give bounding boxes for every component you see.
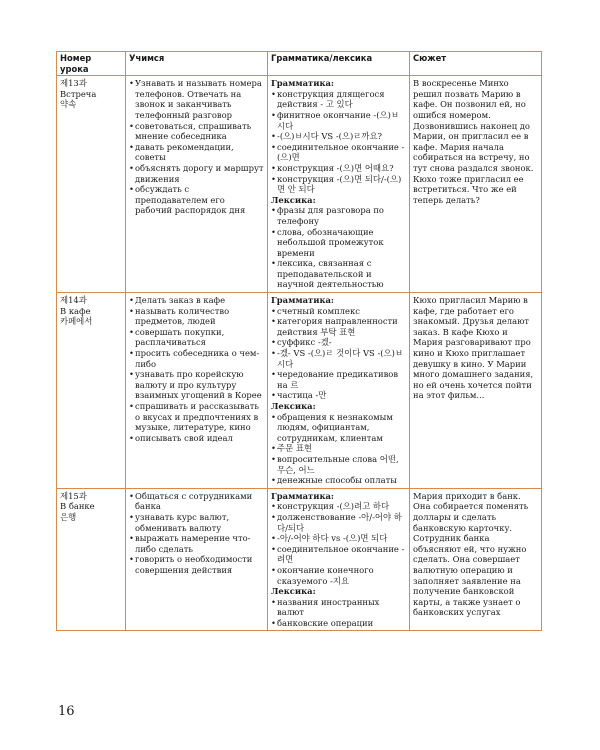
lesson-row [57, 488, 542, 631]
grammar-list-item: • конструкция -(으)면 어때요? [271, 163, 406, 174]
lexis-list [271, 205, 406, 290]
header-lesson-number: Номер урока [57, 52, 126, 76]
learn-list-item: • называть количество предметов, людей [129, 306, 264, 327]
learn-cell [126, 293, 268, 489]
lexis-list-item: • лексика, связанная с преподавательской и научной деятельностью [271, 258, 406, 290]
grammar-lexis-cell [268, 76, 410, 293]
page-number: 16 [58, 704, 75, 719]
lesson-title: Встреча [60, 88, 97, 99]
lexis-list-item: • 주문 표현 [271, 443, 406, 454]
grammar-list-item: • -(으)ㅂ시다 VS -(으)ㄹ까요? [271, 131, 406, 142]
learn-list-item: • выражать намерение что-либо сделать [129, 533, 264, 554]
learn-list-item: • говорить о необходимости совершения действия [129, 554, 264, 575]
learn-cell [126, 76, 268, 293]
lesson-row [57, 76, 542, 293]
lexis-heading: Лексика: [271, 586, 316, 597]
grammar-list-item: • соединительное окончание -(으)면 [271, 142, 406, 163]
grammar-list-item: • соединительное окончание -려면 [271, 544, 406, 565]
lesson-number: 제15과 [60, 490, 87, 501]
learn-list [129, 295, 264, 443]
lesson-title-korean: 은행 [60, 511, 77, 522]
lexis-list-item: • фразы для разговора по телефону [271, 205, 406, 226]
lesson-table [56, 51, 542, 631]
header-plot: Сюжет [410, 52, 542, 76]
learn-list-item: • узнавать курс валют, обменивать валюту [129, 512, 264, 533]
lexis-heading: Лексика: [271, 401, 316, 411]
learn-list-item: • Общаться с сотрудниками банка [129, 491, 264, 512]
lexis-list [271, 597, 406, 629]
grammar-list-item: • долженствование -아/-어야 하다/되다 [271, 512, 406, 533]
grammar-list-item: • -아/-어야 하다 vs -(으)면 되다 [271, 533, 406, 544]
grammar-list [271, 89, 406, 195]
grammar-list-item: • чередование предикативов на 르 [271, 369, 406, 390]
lesson-cell [57, 488, 126, 631]
grammar-lexis-cell [268, 293, 410, 489]
lexis-list-item: • слова, обозначающие небольшой промежуток времени [271, 227, 406, 259]
lexis-list-item: • банковские операции [271, 618, 406, 629]
plot-cell: Мария приходит в банк. Она собирается поменять доллары и сделать банковскую карточку. Сотрудник банка объясняют ей, что нужно сделать. Она совершает валютную операцию и заполняет заявление на получение банковской карты, а также узнает о банковских услугах [410, 488, 542, 631]
grammar-list [271, 501, 406, 586]
learn-list-item: • Узнавать и называть номера телефонов. Отвечать на звонок и заканчивать телефонный разговор [129, 78, 264, 120]
lesson-title-korean: 카페에서 [60, 316, 93, 327]
lexis-list-item: • вопросительные слова 어떤, 무슨, 어느 [271, 454, 406, 475]
lexis-list [271, 412, 406, 486]
learn-list-item: • давать рекомендации, советы [129, 142, 264, 163]
lesson-row [57, 293, 542, 489]
learn-list-item: • спрашивать и рассказывать о вкусах и предпочтениях в музыке, литературе, кино [129, 401, 264, 433]
learn-list-item: • обсуждать с преподавателем его рабочий распорядок дня [129, 184, 264, 216]
plot-cell: В воскресенье Минхо решил позвать Марию в кафе. Он позвонил ей, но ошибся номером. Дозвонившись наконец до Марии, он пригласил ее в кафе. Мария начала собираться на встречу, но тут снова раздался звонок. Кюхо тоже пригласил ее встретиться. Что же ей теперь делать? [410, 76, 542, 293]
learn-list-item: • советоваться, спрашивать мнение собеседника [129, 121, 264, 142]
grammar-heading: Грамматика: [271, 295, 335, 306]
lesson-number: 제14과 [60, 295, 87, 306]
grammar-heading: Грамматика: [271, 490, 335, 501]
learn-list-item: • описывать свой идеал [129, 433, 264, 444]
grammar-list-item: • конструкция -(으)려고 하다 [271, 501, 406, 512]
lesson-cell [57, 293, 126, 489]
grammar-heading: Грамматика: [271, 78, 335, 89]
grammar-list-item: • конструкция -(으)면 되다/-(으)면 안 되다 [271, 174, 406, 195]
grammar-list-item: • финитное окончание -(으)ㅂ시다 [271, 110, 406, 131]
learn-list-item: • узнавать про корейскую валюту и про культуру взаимных угощений в Корее [129, 369, 264, 401]
grammar-list-item: • счетный комплекс [271, 306, 406, 317]
lesson-title: В банке [60, 501, 95, 512]
grammar-list-item: • окончание конечного сказуемого -지요 [271, 565, 406, 586]
grammar-list-item: • конструкция длящегося действия - 고 있다 [271, 89, 406, 110]
lexis-list-item: • денежные способы оплаты [271, 475, 406, 486]
header-grammar-lexis: Грамматика/лексика [268, 52, 410, 76]
grammar-list [271, 306, 406, 401]
learn-list-item: • просить собеседника о чем-либо [129, 348, 264, 369]
table-header-row [57, 52, 542, 76]
lexis-list-item: • обращения к незнакомым людям, официантам, сотрудникам, клиентам [271, 412, 406, 444]
grammar-list-item: • суффикс -겠- [271, 337, 406, 348]
lesson-number: 제13과 [60, 78, 87, 89]
learn-list-item: • объяснять дорогу и маршрут движения [129, 163, 264, 184]
grammar-list-item: • -겠- VS -(으)ㄹ 것이다 VS -(으)ㅂ시다 [271, 348, 406, 369]
learn-list-item: • Делать заказ в кафе [129, 295, 264, 306]
lexis-heading: Лексика: [271, 194, 316, 205]
header-learn: Учимся [126, 52, 268, 76]
lesson-cell [57, 76, 126, 293]
grammar-list-item: • категория направленности действия 부탁 표현 [271, 316, 406, 337]
lexis-list-item: • названия иностранных валют [271, 597, 406, 618]
learn-cell [126, 488, 268, 631]
lesson-title-korean: 약속 [60, 99, 77, 110]
lesson-title: В кафе [60, 305, 91, 316]
learn-list [129, 491, 264, 576]
learn-list [129, 78, 264, 216]
plot-cell: Кюхо пригласил Марию в кафе, где работает его знакомый. Друзья делают заказ. В кафе Кюхо и Мария разговаривают про кино и Кюхо приглашает девушку в кино. У Марии много домашнего задания, но ей очень хочется пойти на этот фильм... [410, 293, 542, 489]
grammar-lexis-cell [268, 488, 410, 631]
grammar-list-item: • частица -만 [271, 390, 406, 401]
learn-list-item: • совершать покупки, расплачиваться [129, 327, 264, 348]
